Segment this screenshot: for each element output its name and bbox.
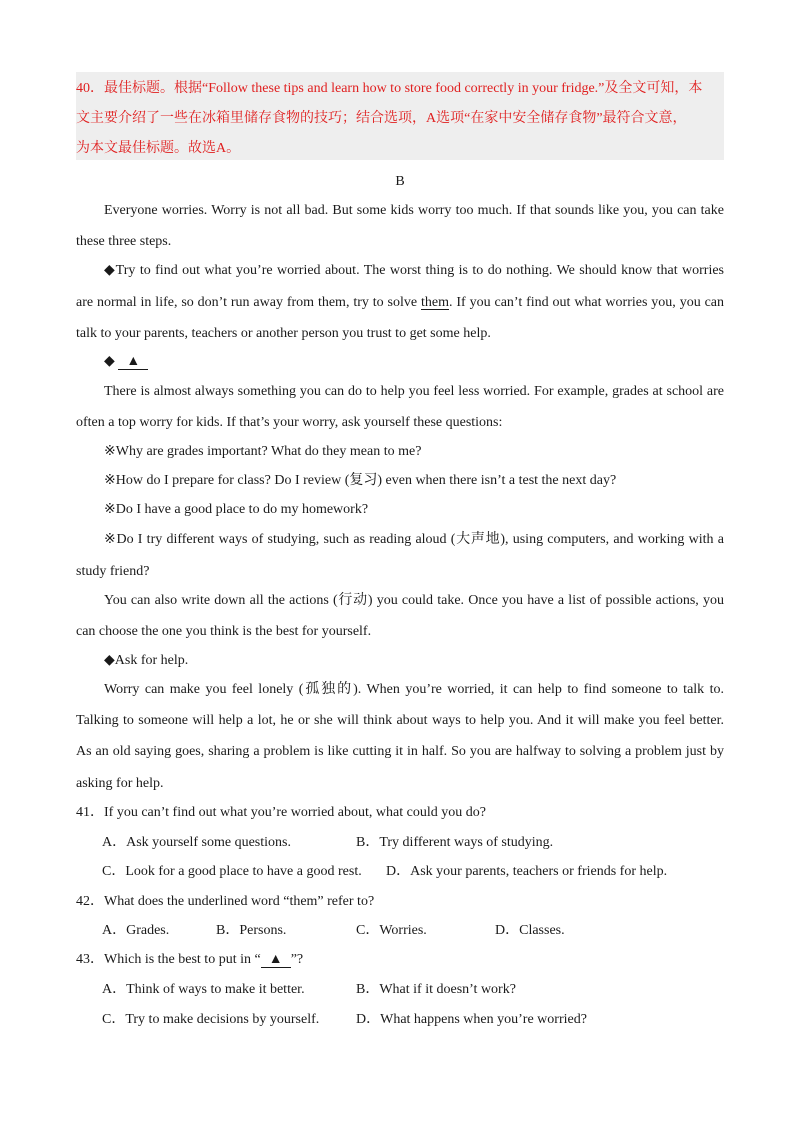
option-42-a[interactable]: A．Grades. [102,923,170,938]
question-item: ※How do I prepare for class? Do I review (复习) even when there isn’t a test the next day? [104,473,617,488]
answer-explanation-box [76,72,724,160]
option-43-d[interactable]: D．What happens when you’re worried? [356,1012,587,1027]
option-42-b[interactable]: B．Persons. [216,923,287,938]
question-43-stem [76,951,303,969]
passage-line: often a top worry for kids. If that’s your worry, ask yourself these questions: [76,415,503,430]
passage-line: asking for help. [76,776,164,791]
text-segment: . If you can’t find out what worries you, you can [449,295,725,310]
passage-line: Everyone worries. Worry is not all bad. But some kids worry too much. If that sounds like you, you can take [104,203,724,218]
option-43-a[interactable]: A．Think of ways to make it better. [102,982,305,997]
diamond-bullet-icon: ◆ [104,354,119,369]
option-42-d[interactable]: D．Classes. [495,923,565,938]
answer-line-3: 为本文最佳标题。故选A。 [76,141,241,156]
triangle-blank: ▲ [118,355,148,370]
passage-line: these three steps. [76,234,172,249]
question-item: ※Do I try different ways of studying, such as reading aloud (大声地), using computers, and working with a [104,532,724,547]
question-item: ※Why are grades important? What do they mean to me? [104,444,422,459]
option-43-b[interactable]: B．What if it doesn’t work? [356,982,516,997]
question-42-stem: 42．What does the underlined word “them” refer to? [76,894,375,909]
section-label: B [395,174,405,189]
text-segment: 43．Which is the best to put in “ [76,952,261,967]
passage-line: Worry can make you feel lonely (孤独的). When you’re worried, it can help to find someone to talk to. [104,682,724,697]
passage-line: study friend? [76,564,150,579]
option-41-d[interactable]: D．Ask your parents, teachers or friends for help. [386,864,668,879]
option-41-a[interactable]: A．Ask yourself some questions. [102,835,291,850]
answer-line-2: 文主要介绍了一些在冰箱里储存食物的技巧；结合选项，A选项“在家中安全储存食物”最符合文意， [76,111,687,126]
underlined-word-them: them [421,295,449,310]
passage-line [76,294,724,312]
answer-line-1: 40．最佳标题。根据“Follow these tips and learn how to store food correctly in your fridge.”及全文可知，本 [76,81,703,96]
bullet-point-3: ◆Ask for help. [104,653,189,668]
passage-line: As an old saying goes, sharing a problem is like cutting it in half. So you are halfway to solving a problem just by [76,744,724,759]
passage-line: You can also write down all the actions (行动) you could take. Once you have a list of possible actions, you [104,593,724,608]
text-segment: are normal in life, so don’t run away from them, try to solve [76,295,421,310]
passage-line: Talking to someone will help a lot, he or she will think about ways to help you. And it will make you feel better. [76,713,724,728]
passage-line: can choose the one you think is the best for yourself. [76,624,372,639]
option-43-c[interactable]: C．Try to make decisions by yourself. [102,1012,320,1027]
question-41-stem: 41．If you can’t find out what you’re worried about, what could you do? [76,805,486,820]
question-item: ※Do I have a good place to do my homework? [104,502,369,517]
option-42-c[interactable]: C．Worries. [356,923,427,938]
option-41-c[interactable]: C．Look for a good place to have a good rest. [102,864,362,879]
triangle-blank: ▲ [261,953,291,968]
passage-line: There is almost always something you can do to help you feel less worried. For example, grades at school are [104,384,724,399]
passage-line: talk to your parents, teachers or another person you trust to get some help. [76,326,491,341]
bullet-point-2-blank [104,353,148,371]
bullet-point-1: ◆Try to find out what you’re worried about. The worst thing is to do nothing. We should know that worries [104,263,724,278]
option-41-b[interactable]: B．Try different ways of studying. [356,835,554,850]
text-segment: ”? [290,952,304,967]
